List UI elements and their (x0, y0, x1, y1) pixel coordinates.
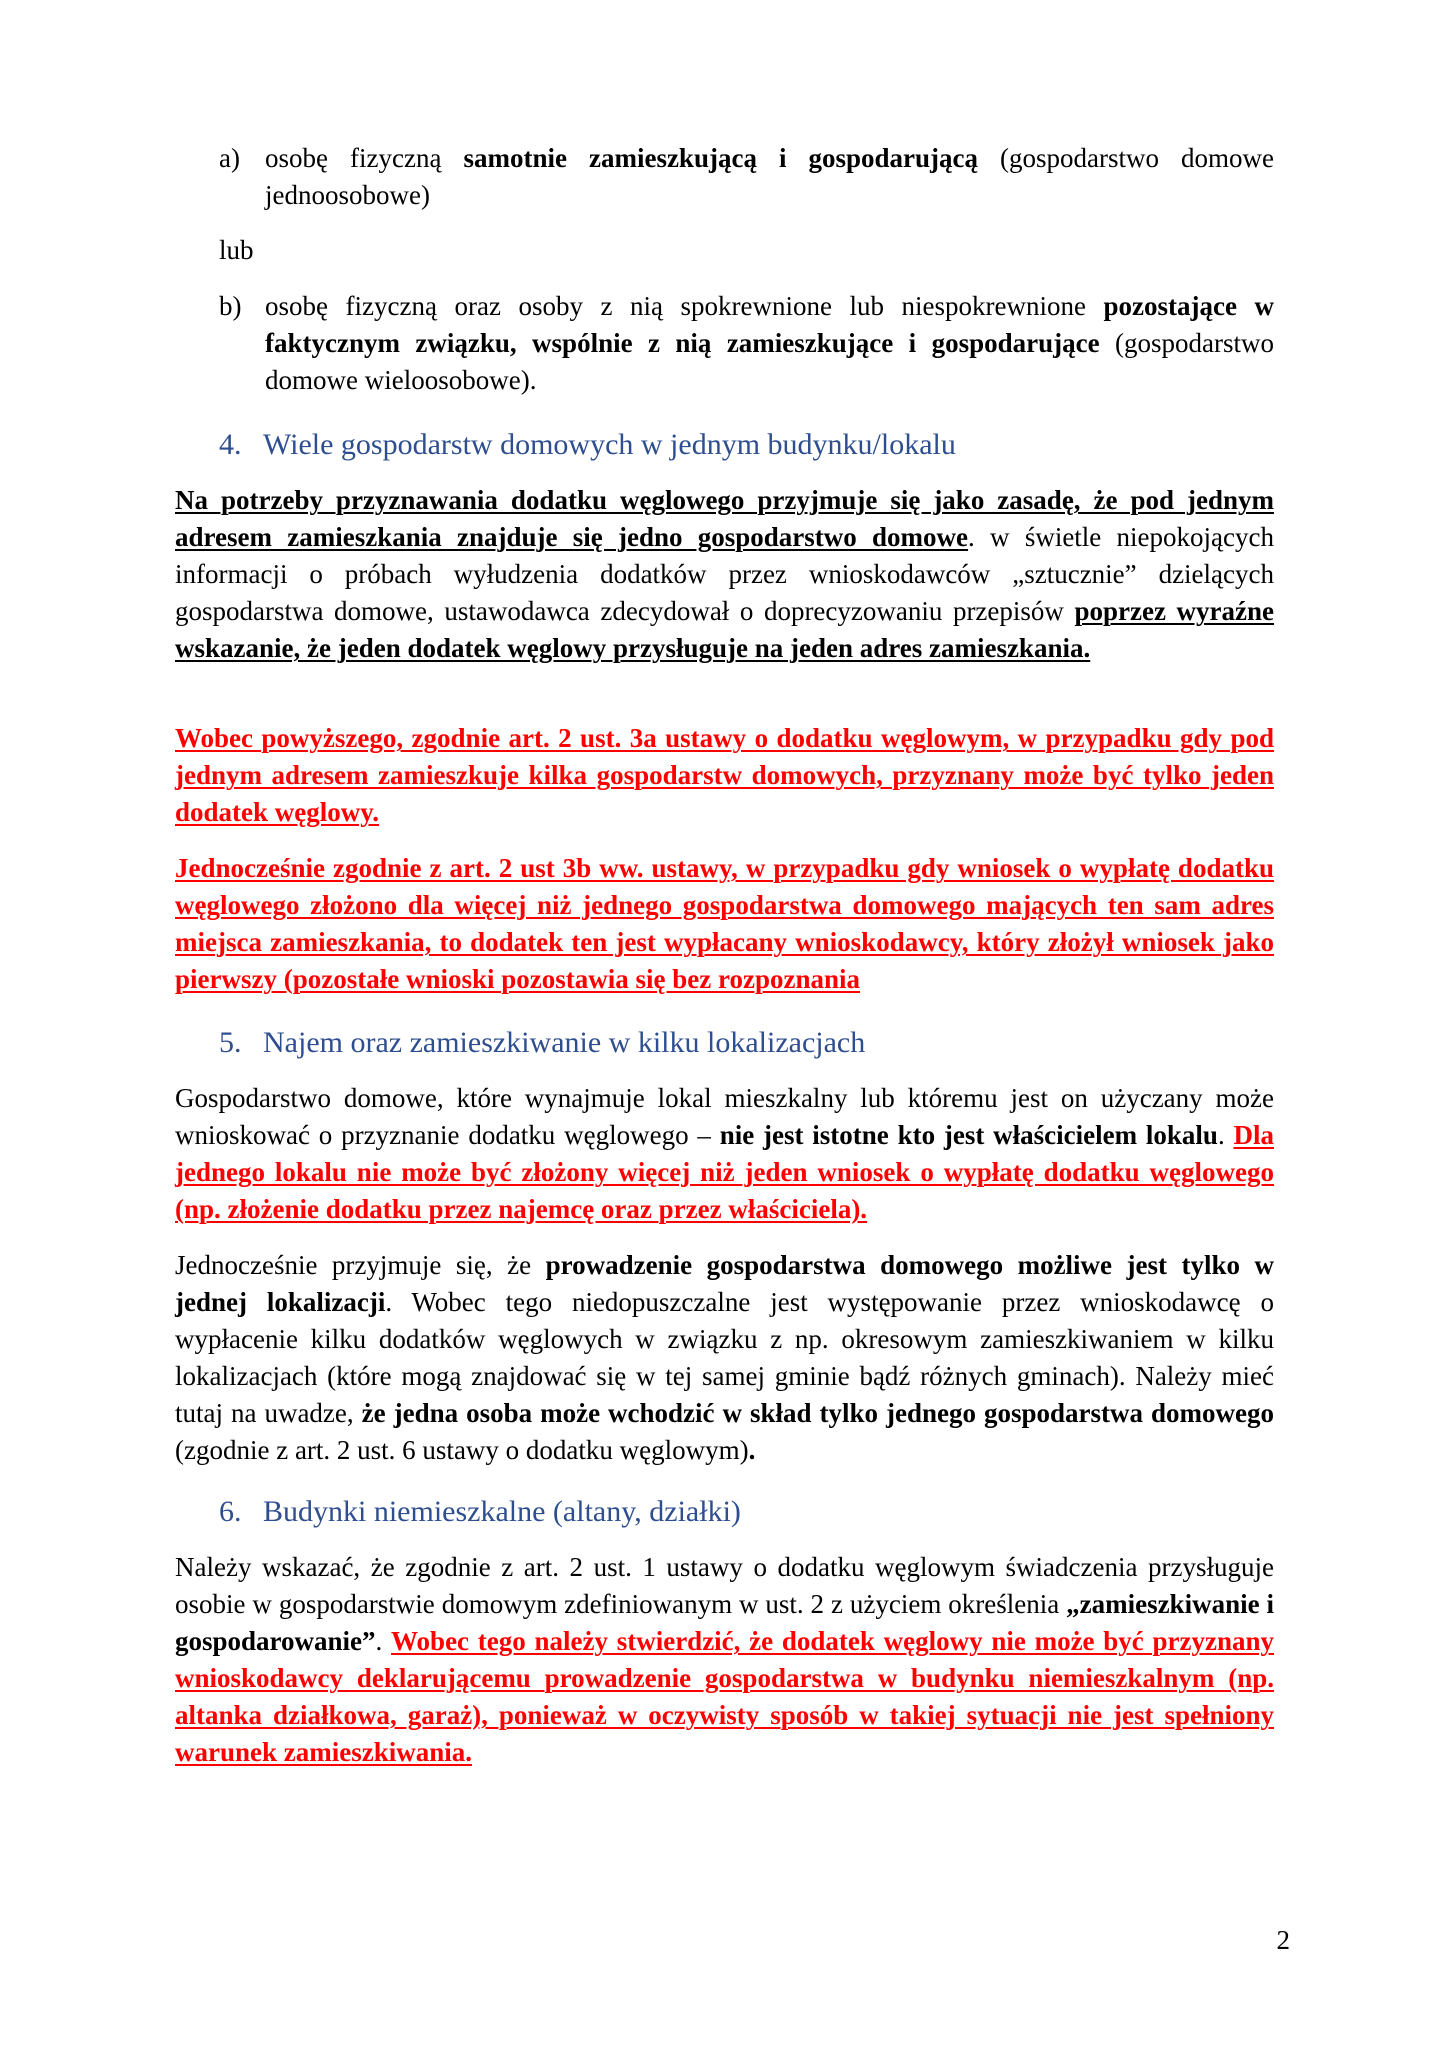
red-emphasis-run: Wobec powyższego, zgodnie art. 2 ust. 3a ustawy o dodatku węglowym, w przypadku gdy pod jednym adresem zamieszkuje kilka gospodarstw domowych, przyznany może być tylko jeden dodatek węglowy. (175, 723, 1274, 827)
heading-title: Budynki niemieszkalne (altany, działki) (263, 1495, 741, 1528)
text-run: . (1217, 1120, 1234, 1150)
section-4-paragraph-2 (175, 720, 1274, 831)
text-run: . Wobec tego niedopuszczalne jest występowanie przez wnioskodawcę o wypłacenie kilku dodatków węglowych w związku z np. okresowym zamieszkiwaniem w kilku lokalizacjach (które mogą znajdować się w tej samej gminie bądź różnych gminach). Należy mieć tutaj na uwadze, (175, 1287, 1274, 1428)
bold-run: że jedna osoba może wchodzić w skład tylko jednego gospodarstwa domowego (361, 1398, 1274, 1428)
section-4-heading (219, 425, 956, 465)
section-4-paragraph-1 (175, 482, 1274, 667)
bold-run: samotnie zamieszkującą i gospodarującą (463, 143, 978, 173)
list-item-a (219, 140, 1274, 214)
bold-run: „zamieszkiwanie i gospodarowanie” (175, 1589, 1274, 1656)
list-item-text (265, 288, 1274, 399)
list-item-text (265, 140, 1274, 214)
bold-underlined-run: poprzez wyraźne wskazanie, że jeden dodatek węglowy przysługuje na jeden adres zamieszkania. (175, 596, 1274, 663)
text-run: . (375, 1626, 392, 1656)
text-run: (zgodnie z art. 2 ust. 6 ustawy o dodatku węglowym) (175, 1435, 749, 1465)
bold-run: pozostające w faktycznym związku, wspólnie z nią zamieszkujące i gospodarujące (265, 291, 1274, 358)
section-6-paragraph-1 (175, 1549, 1274, 1771)
list-item-b (219, 288, 1274, 399)
list-item-label: a) (219, 143, 240, 173)
page-number: 2 (1276, 1925, 1290, 1955)
text-run: . w świetle niepokojących informacji o próbach wyłudzenia dodatków przez wnioskodawców „sztucznie” dzielących gospodarstwa domowe, ustawodawca zdecydował o doprecyzowaniu przepisów (175, 522, 1274, 626)
text-run: (gospodarstwo domowe jednoosobowe) (265, 143, 1275, 210)
text-run: Gospodarstwo domowe, które wynajmuje lokal mieszkalny lub któremu jest on użyczany może wnioskować o przyznanie dodatku węglowego – (175, 1083, 1274, 1150)
section-5-paragraph-1 (175, 1080, 1274, 1228)
text-run: osobę fizyczną (265, 143, 464, 173)
text-run: Jednocześnie przyjmuje się, że (175, 1250, 546, 1280)
red-emphasis-run: Jednocześnie zgodnie z art. 2 ust 3b ww. ustawy, w przypadku gdy wniosek o wypłatę dodatku węglowego złożono dla więcej niż jednego gospodarstwa domowego mających ten sam adres miejsca zamieszkania, to dodatek ten jest wypłacany wnioskodawcy, który złożył wniosek jako pierwszy (pozostałe wnioski pozostawia się bez rozpoznania (175, 853, 1274, 994)
bold-run: . (748, 1435, 756, 1465)
heading-title: Wiele gospodarstw domowych w jednym budynku/lokalu (263, 428, 956, 461)
list-connector: lub (219, 235, 254, 265)
red-emphasis-run: Dla jednego lokalu nie może być złożony więcej niż jeden wniosek o wypłatę dodatku węglowego (np. złożenie dodatku przez najemcę oraz przez właściciela). (175, 1120, 1275, 1224)
text-run: osobę fizyczną oraz osoby z nią spokrewnione lub niespokrewnione (265, 291, 1104, 321)
heading-number: 6. (219, 1495, 242, 1528)
bold-run: nie jest istotne kto jest właścicielem lokalu (719, 1120, 1218, 1150)
heading-title: Najem oraz zamieszkiwanie w kilku lokalizacjach (263, 1026, 866, 1059)
list-item-label: b) (219, 291, 242, 321)
bold-run: prowadzenie gospodarstwa domowego możliwe jest tylko w jednej lokalizacji (175, 1250, 1275, 1317)
section-6-heading (219, 1492, 741, 1532)
heading-number: 4. (219, 428, 242, 461)
bold-underlined-run: Na potrzeby przyznawania dodatku węglowego przyjmuje się jako zasadę, że pod jednym adresem zamieszkania znajduje się jedno gospodarstwo domowe (175, 485, 1274, 552)
red-emphasis-run: Wobec tego należy stwierdzić, że dodatek węglowy nie może być przyznany wnioskodawcy deklarującemu prowadzenie gospodarstwa w budynku niemieszkalnym (np. altanka działkowa, garaż), ponieważ w oczywisty sposób w takiej sytuacji nie jest spełniony warunek zamieszkiwania. (175, 1626, 1275, 1767)
section-5-heading (219, 1023, 865, 1063)
section-5-paragraph-2 (175, 1247, 1274, 1469)
section-4-paragraph-3 (175, 850, 1274, 998)
text-run: Należy wskazać, że zgodnie z art. 2 ust. 1 ustawy o dodatku węglowym świadczenia przysługuje osobie w gospodarstwie domowym zdefiniowanym w ust. 2 z użyciem określenia (175, 1552, 1274, 1619)
heading-number: 5. (219, 1026, 242, 1059)
text-run: (gospodarstwo domowe wieloosobowe). (265, 328, 1274, 395)
